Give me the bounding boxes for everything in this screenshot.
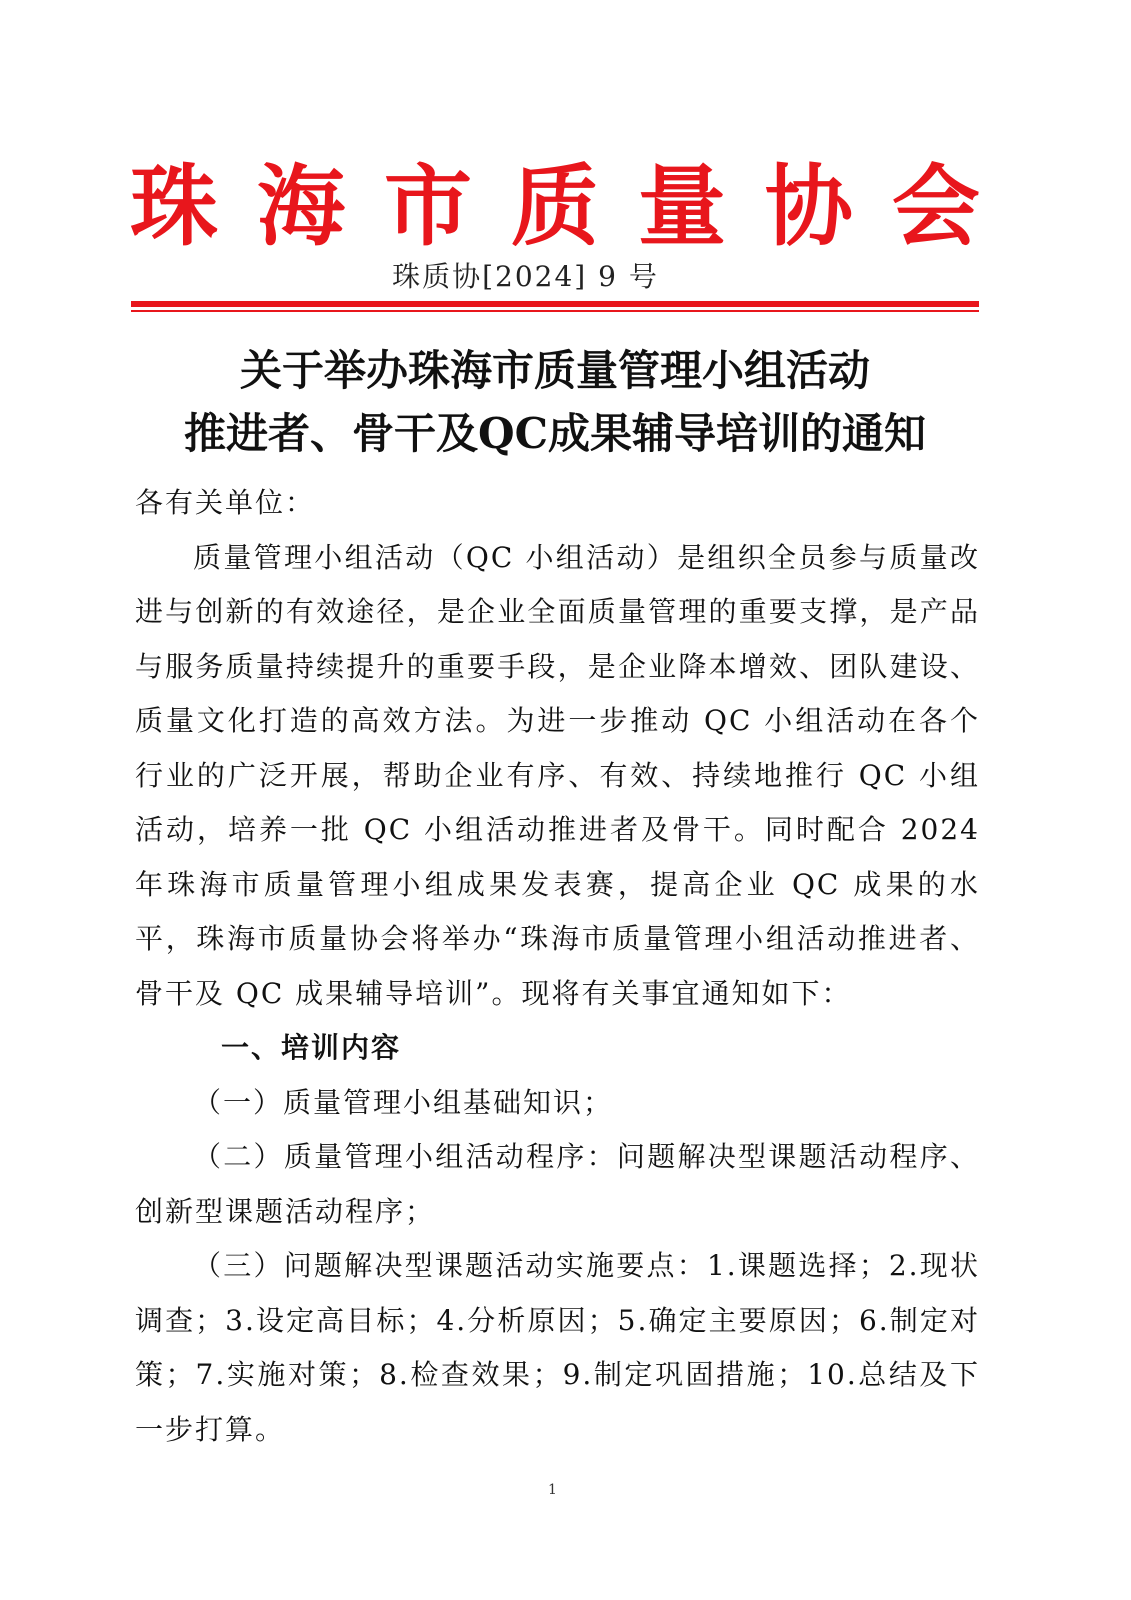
org-name-char: 协 (764, 154, 853, 258)
org-name-char: 市 (383, 154, 472, 258)
org-name-char: 珠 (130, 154, 219, 258)
content-item-2: （二）质量管理小组活动程序：问题解决型课题活动程序、创新型课题活动程序； (135, 1140, 980, 1228)
salutation: 各有关单位： (135, 486, 316, 519)
document-number: 珠质协[2024] 9 号 (392, 260, 659, 293)
section-heading-training-content: 一、培训内容 (221, 1031, 402, 1064)
notice-title-line-1: 关于举办珠海市质量管理小组活动 (239, 346, 870, 395)
issuing-organization-header (130, 150, 980, 262)
org-name-char: 量 (637, 154, 726, 258)
notice-body (135, 476, 980, 1457)
header-divider-thick (131, 301, 979, 307)
org-name-char: 会 (891, 154, 980, 258)
org-name-char: 海 (256, 154, 345, 258)
notice-title-line-2: 推进者、骨干及QC成果辅导培训的通知 (183, 409, 926, 458)
content-item-3: （三）问题解决型课题活动实施要点：1.课题选择；2.现状调查；3.设定高目标；4.分析原因；5.确定主要原因；6.制定对策；7.实施对策；8.检查效果；9.制定巩固措施；10.总结及下一步打算。 (135, 1249, 980, 1446)
header-divider-thin (131, 310, 979, 312)
content-item-1: （一）质量管理小组基础知识； (193, 1085, 614, 1119)
org-name-char: 质 (510, 154, 599, 258)
page-number: 1 (548, 1482, 557, 1498)
intro-paragraph: 质量管理小组活动（QC 小组活动）是组织全员参与质量改进与创新的有效途径，是企业全面质量管理的重要支撑，是产品与服务质量持续提升的重要手段，是企业降本增效、团队建设、质量文化打造的高效方法。为进一步推动 QC 小组活动在各个行业的广泛开展，帮助企业有序、有效、持续地推行 QC 小组活动，培养一批 QC 小组活动推进者及骨干。同时配合 2024 年珠海市质量管理小组成果发表赛，提高企业 QC 成果的水平，珠海市质量协会将举办“珠海市质量管理小组活动推进者、骨干及 QC 成果辅导培训”。现将有关事宜通知如下： (135, 540, 980, 1010)
